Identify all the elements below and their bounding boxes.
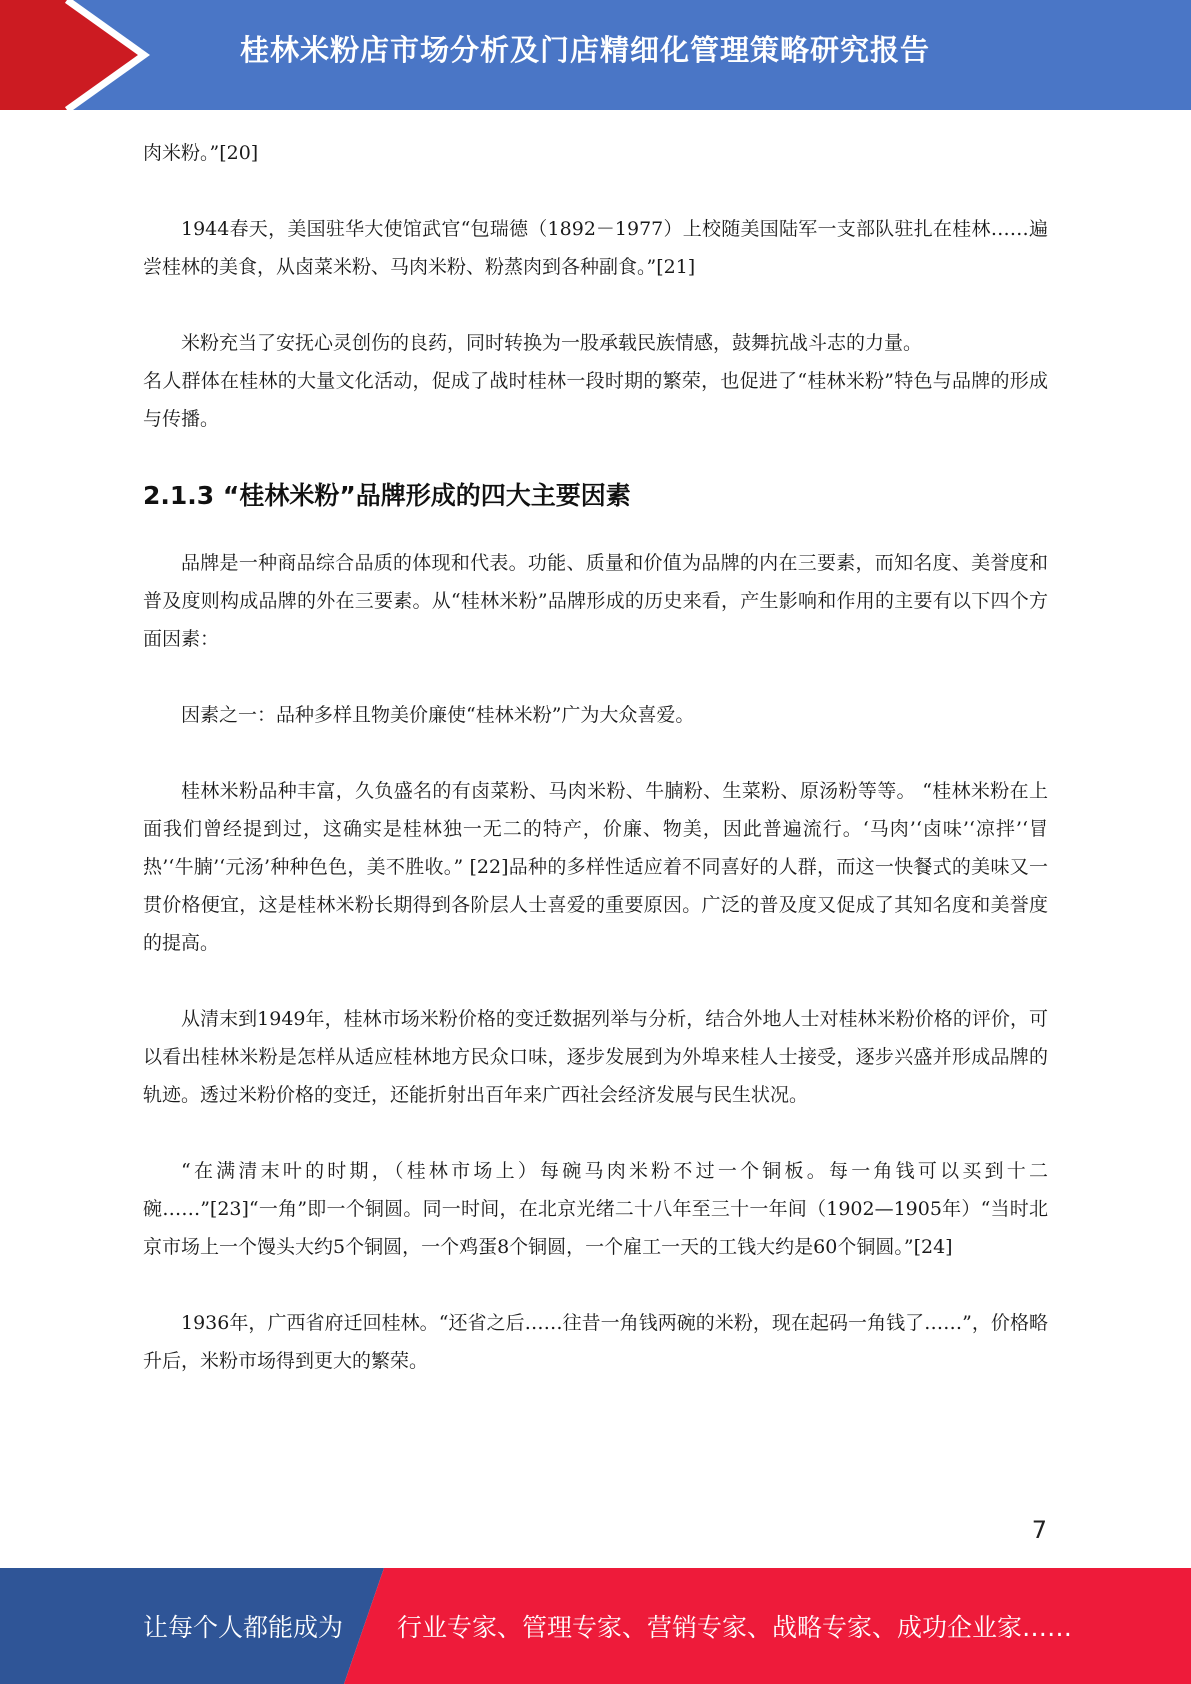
paragraph-qing-prices: “在满清末叶的时期，（桂林市场上）每碗马肉米粉不过一个铜板。每一角钱可以买到十二碗……”[23]“一角”即一个铜圆。同一时间，在北京光绪二十八年至三十一年间（1902—1905年）“当时北京市场上一个馒头大约5个铜圆，一个鸡蛋8个铜圆，一个雇工一天的工钱大约是60个铜圆。”[24] — [143, 1160, 1048, 1258]
page-number: 7 — [1031, 1516, 1047, 1544]
section-heading: 2.1.3 “桂林米粉”品牌形成的四大主要因素 — [143, 481, 631, 510]
paragraph-celebrities: 名人群体在桂林的大量文化活动，促成了战时桂林一段时期的繁荣，也促进了“桂林米粉”特色与品牌的形成与传播。 — [143, 370, 1048, 430]
paragraph-brand-elements: 品牌是一种商品综合品质的体现和代表。功能、质量和价值为品牌的内在三要素，而知名度、美誉度和普及度则构成品牌的外在三要素。从“桂林米粉”品牌形成的历史来看，产生影响和作用的主要有以下四个方面因素： — [143, 552, 1048, 650]
paragraph-rice-noodle-healing: 米粉充当了安抚心灵创伤的良药，同时转换为一股承载民族情感，鼓舞抗战斗志的力量。 — [181, 332, 923, 354]
paragraph-continuation: 肉米粉。”[20] — [143, 142, 259, 164]
footer-slogan-left: 让每个人都能成为 — [143, 1613, 344, 1642]
paragraph-price-history: 从清末到1949年，桂林市场米粉价格的变迁数据列举与分析，结合外地人士对桂林米粉价格的评价，可以看出桂林米粉是怎样从适应桂林地方民众口味，逐步发展到为外埠来桂人士接受，逐步兴盛并形成品牌的轨迹。透过米粉价格的变迁，还能折射出百年来广西社会经济发展与民生状况。 — [143, 1008, 1048, 1106]
paragraph-1944: 1944春天，美国驻华大使馆武官“包瑞德（1892－1977）上校随美国陆军一支部队驻扎在桂林……遍尝桂林的美食，从卤菜米粉、马肉米粉、粉蒸肉到各种副食。”[21] — [143, 218, 1048, 278]
paragraph-variety: 桂林米粉品种丰富，久负盛名的有卤菜粉、马肉米粉、牛腩粉、生菜粉、原汤粉等等。 “桂林米粉在上面我们曾经提到过，这确实是桂林独一无二的特产，价廉、物美，因此普遍流行。‘马肉’‘卤味’‘凉拌’‘冒热’‘牛腩’‘元汤’种种色色，美不胜收。” [22]品种的多样性适应着不同喜好的人群，而这一快餐式的美味又一贯价格便宜，这是桂林米粉长期得到各阶层人士喜爱的重要原因。广泛的普及度又促成了其知名度和美誉度的提高。 — [143, 780, 1048, 954]
document-body — [143, 134, 1048, 1418]
report-title: 桂林米粉店市场分析及门店精细化管理策略研究报告 — [240, 33, 931, 67]
page-header — [0, 0, 1191, 110]
paragraph-factor-one: 因素之一：品种多样且物美价廉使“桂林米粉”广为大众喜爱。 — [181, 704, 695, 726]
page-footer — [0, 1568, 1191, 1684]
footer-slogan-right: 行业专家、管理专家、营销专家、战略专家、成功企业家…… — [397, 1613, 1073, 1642]
paragraph-1936: 1936年，广西省府迁回桂林。“还省之后……往昔一角钱两碗的米粉，现在起码一角钱了……”，价格略升后，米粉市场得到更大的繁荣。 — [143, 1312, 1048, 1372]
